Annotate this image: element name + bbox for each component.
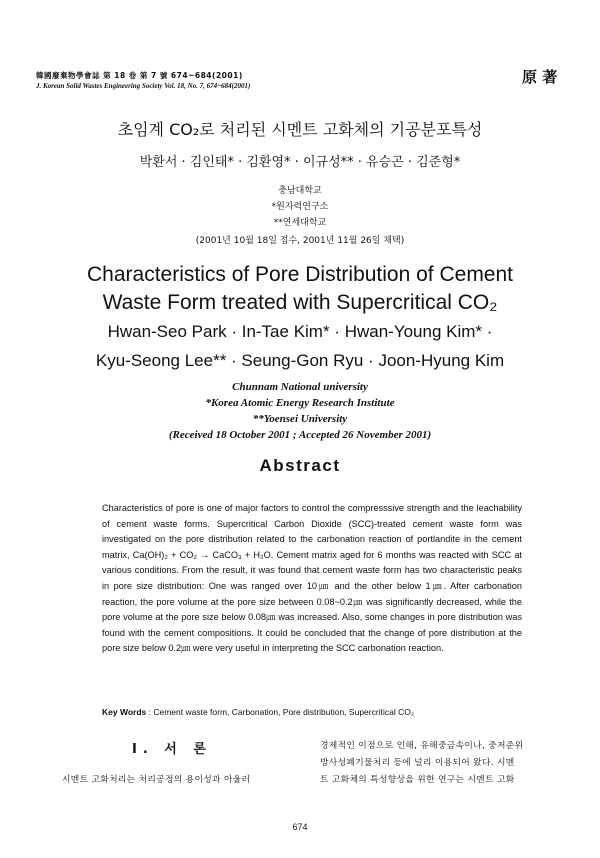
affiliation-ko-3: **연세대학교 [273,218,327,228]
keywords-label: Key Words [102,707,147,717]
title-korean: 초임계 CO₂로 처리된 시멘트 고화체의 기공분포특성 [117,120,483,139]
page-number: 674 [292,822,308,832]
intro-right-line-2: 방사성폐기물처리 등에 널리 이용되어 왔다. 시멘 [320,758,515,768]
intro-left-line: 시멘트 고화처리는 처리공정의 용이성과 아울러 [62,775,251,785]
affiliation-ko-1: 충남대학교 [278,186,322,196]
intro-right-line-3: 트 고화체의 특성향상을 위한 연구는 시멘트 고화 [320,775,515,785]
received-dates-en: (Received 18 October 2001 ; Accepted 26 November 2001) [168,429,432,441]
authors-korean: 박환서 · 김인태* · 김환영* · 이규성** · 유승곤 · 김준형* [139,155,461,170]
keywords-text: Cement waste form, Carbonation, Pore distribution, Supercritical CO₂ [153,707,415,717]
affiliation-ko-2: *원자력연구소 [271,202,329,212]
affiliation-en-2: *Korea Atomic Energy Research Institute [205,397,395,409]
keywords: Key Words : Cement waste form, Carbonation, Pore distribution, Supercritical CO₂ [102,707,415,717]
authors-english-line1: Hwan-Seo Park · In-Tae Kim* · Hwan-Young Kim* · [107,322,493,341]
article-type-tag: 原 著 [522,68,558,86]
affiliation-en-1: Chunnam National university [232,381,368,393]
title-english-line1: Characteristics of Pore Distribution of Cement [87,263,513,286]
abstract-body: Characteristics of pore is one of major factors to control the compresssive strength and the leachability of cement waste forms. Supercritical Carbon Dioxide (SCC)-treated cement waste form was investigated on the pore distribution related to the carbonation reaction of portlandite in the cement matrix, Ca(OH)₂ + CO₂ → CaCO₃ + H₂O. Cement matrix aged for 6 months was reacted with SCC at various conditions. From the result, it was found that cement waste form has two characteristic peaks in pore size distribution: One was ranged over 10㎛ and the other below 1㎛. After carbonation reaction, the pore volume at the pore size between 0.08~0.2㎛ was significantly decreased, while the pore volume at the pore size below 0.08㎛ was increased. Also, some changes in pore distribution was found with the cement compositions. It could be concluded that the change of pore distribution at the pore size below 0.2㎛ were very useful in interpreting the SCC carbonation reaction. [102,503,522,654]
title-english-line2: Waste Form treated with Supercritical CO₂ [102,291,498,314]
intro-right-line-1: 경제적인 이점으로 인해, 유해중금속이나, 중저준위 [320,741,524,751]
journal-header-en: J. Korean Solid Wastes Engineering Society Vol. 18, No. 7, 674~684(2001) [36,82,251,90]
journal-header-ko: 韓國廢棄物學會誌 第 18 卷 第 7 號 674~684(2001) [36,71,243,80]
abstract-heading: Abstract [259,456,341,475]
received-dates-ko: (2001년 10월 18일 접수, 2001년 11월 26일 채택) [195,236,405,246]
affiliation-en-3: **Yoensei University [252,413,348,425]
section-heading-introduction: Ⅰ. 서 론 [132,742,212,757]
authors-english-line2: Kyu-Seong Lee** · Seung-Gon Ryu · Joon-Hyung Kim [95,351,505,370]
